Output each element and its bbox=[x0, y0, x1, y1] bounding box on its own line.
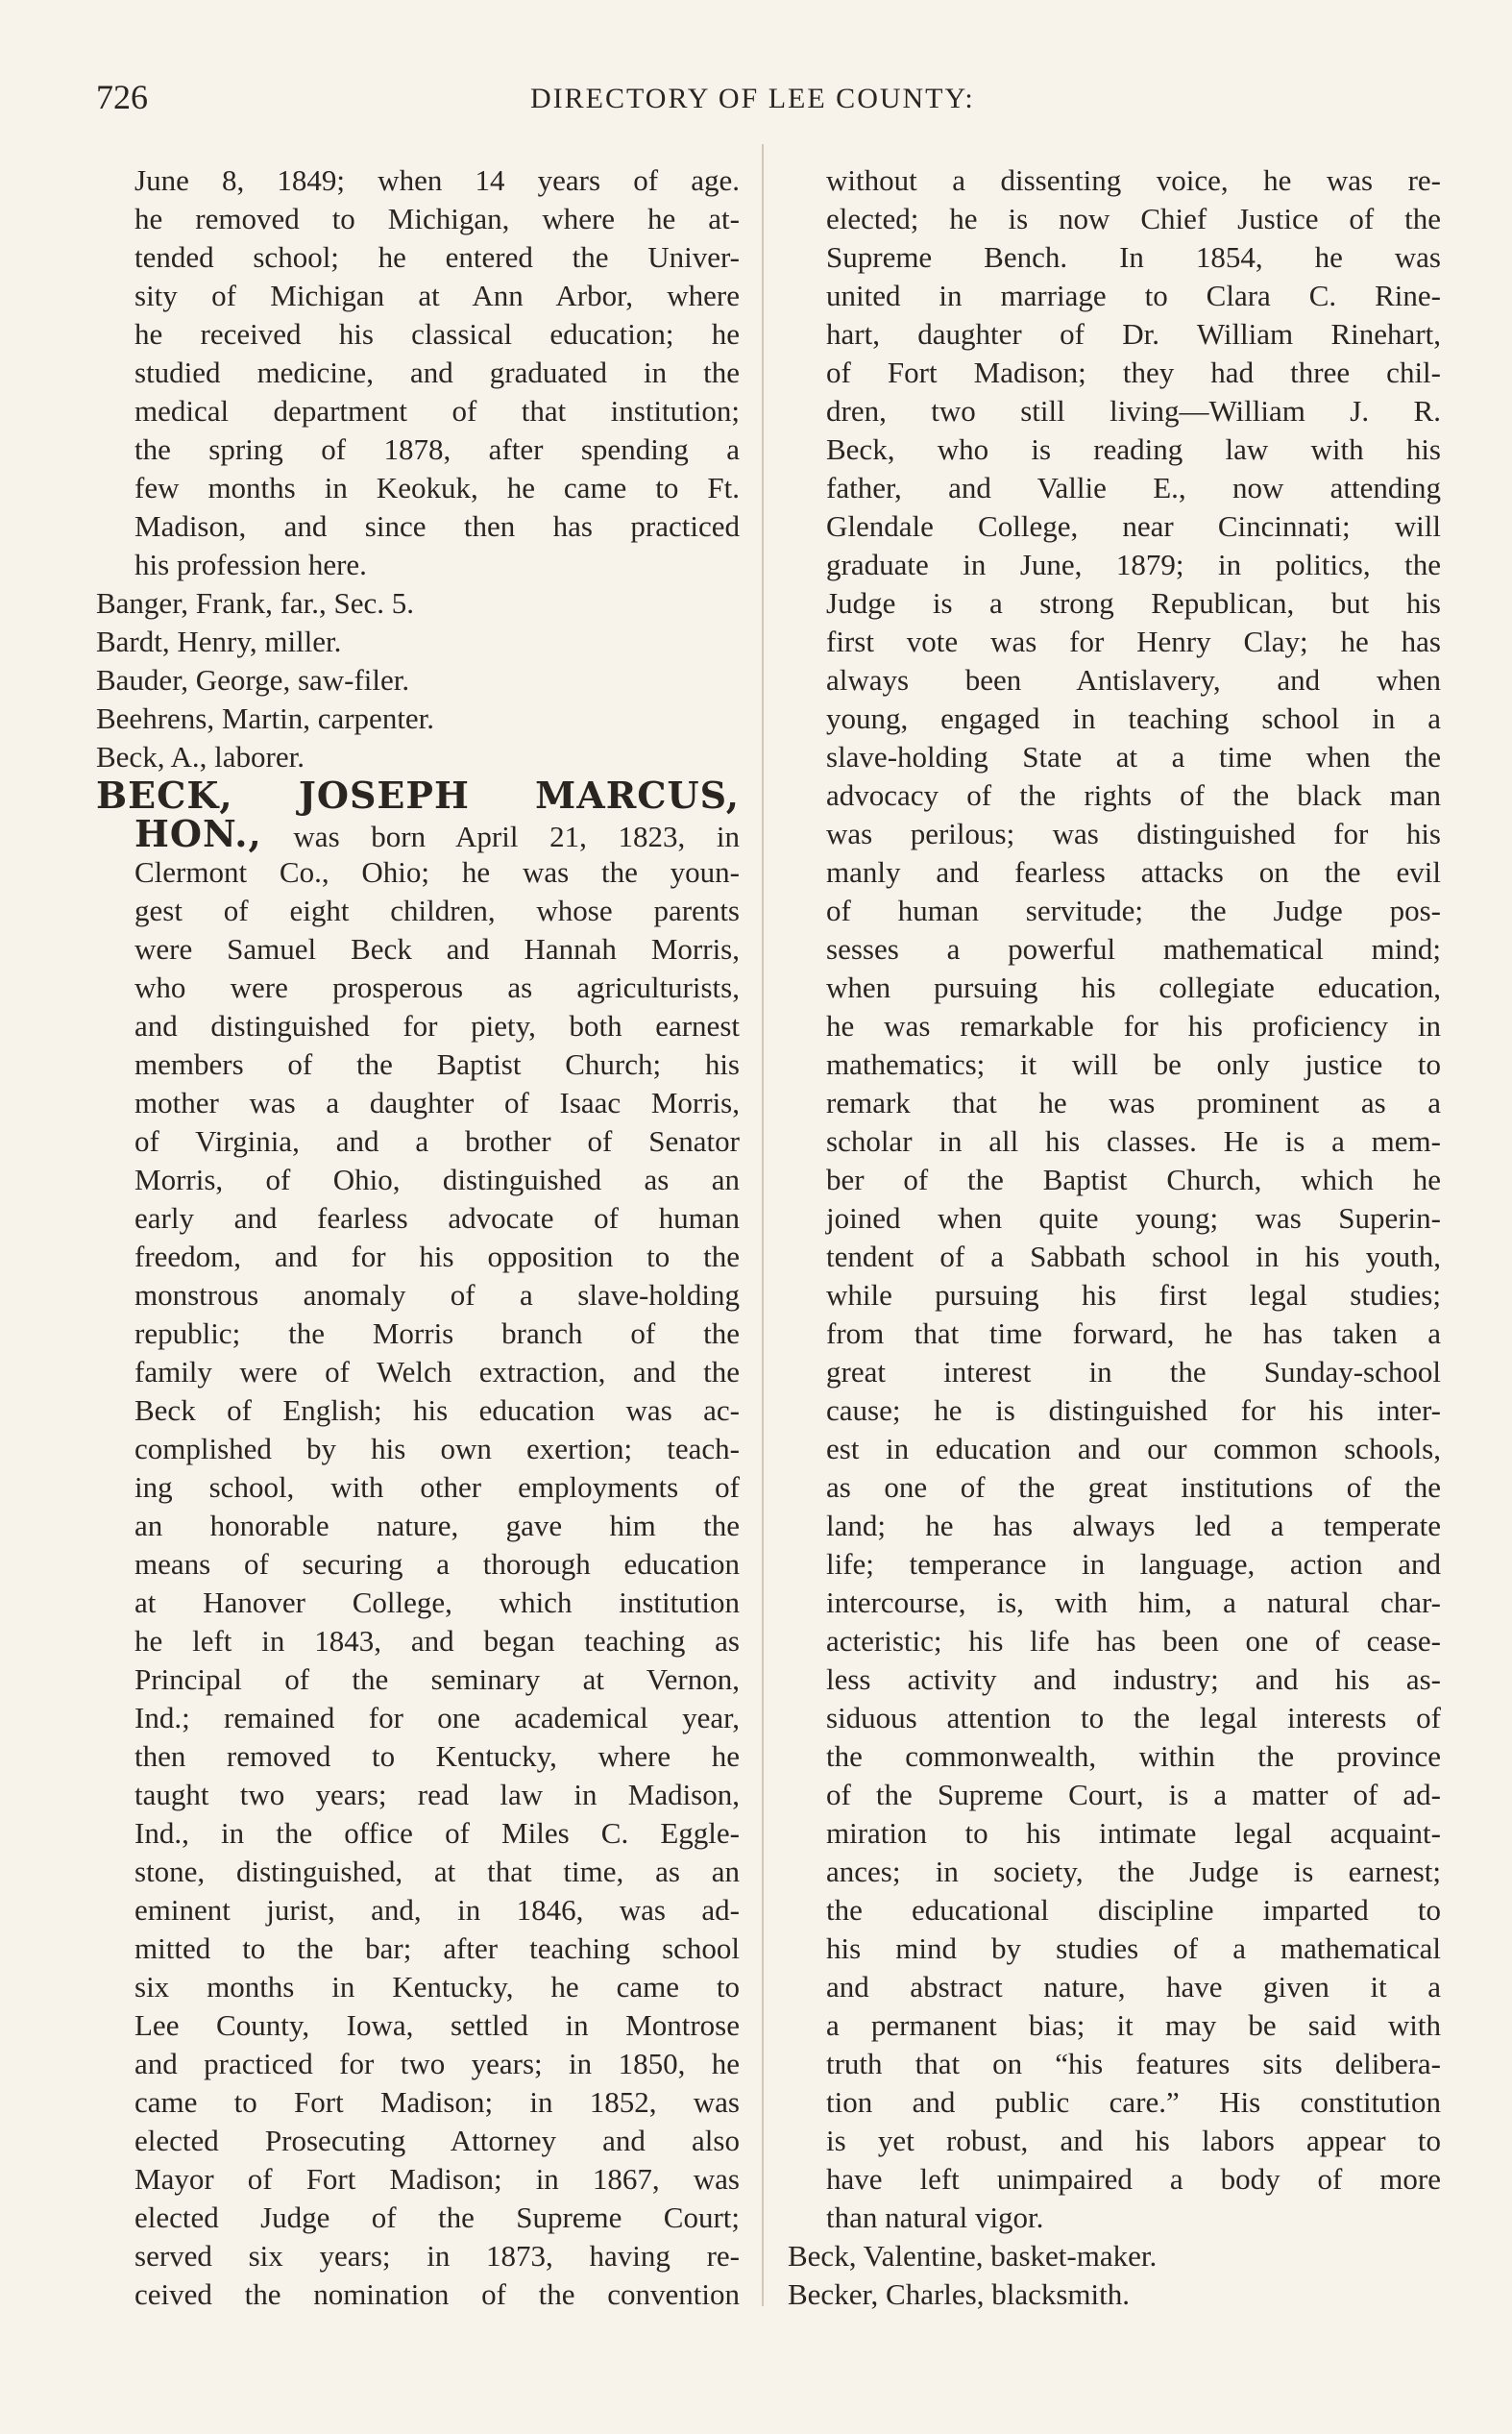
text-line: six months in Kentucky, he came to bbox=[134, 1970, 740, 2004]
directory-entry: Beck, A., laborer. bbox=[96, 740, 305, 774]
directory-entry: Banger, Frank, far., Sec. 5. bbox=[96, 586, 415, 620]
text-line: intercourse, is, with him, a natural char- bbox=[826, 1586, 1441, 1619]
directory-entry: Becker, Charles, blacksmith. bbox=[788, 2277, 1131, 2311]
text-line: Beck, who is reading law with his bbox=[826, 432, 1441, 466]
text-line: miration to his intimate legal acquaint- bbox=[826, 1816, 1441, 1850]
text-line: the commonwealth, within the province bbox=[826, 1739, 1441, 1773]
text-line: acteristic; his life has been one of cease- bbox=[826, 1624, 1441, 1658]
text-line: tendent of a Sabbath school in his youth, bbox=[826, 1240, 1441, 1273]
text-line: est in education and our common schools, bbox=[826, 1432, 1441, 1465]
text-line: June 8, 1849; when 14 years of age. bbox=[134, 163, 740, 197]
text-line: ber of the Baptist Church, which he bbox=[826, 1163, 1441, 1196]
column-divider bbox=[762, 144, 764, 2306]
text-line: ances; in society, the Judge is earnest; bbox=[826, 1855, 1441, 1888]
text-line: young, engaged in teaching school in a bbox=[826, 701, 1441, 735]
text-line: members of the Baptist Church; his bbox=[134, 1047, 740, 1081]
text-line: hart, daughter of Dr. William Rinehart, bbox=[826, 317, 1441, 351]
running-title: DIRECTORY OF LEE COUNTY: bbox=[530, 83, 975, 114]
text-line: while pursuing his first legal studies; bbox=[826, 1278, 1441, 1312]
text-line: Morris, of Ohio, distinguished as an bbox=[134, 1163, 740, 1196]
text-line: remark that he was prominent as a bbox=[826, 1086, 1441, 1119]
text-line: early and fearless advocate of human bbox=[134, 1201, 740, 1235]
text-line: of Virginia, and a brother of Senator bbox=[134, 1124, 740, 1158]
text-line: as one of the great institutions of the bbox=[826, 1470, 1441, 1504]
text-line: Judge is a strong Republican, but his bbox=[826, 586, 1441, 620]
page-header bbox=[96, 77, 1431, 125]
text-line: Clermont Co., Ohio; he was the youn- bbox=[134, 855, 740, 889]
text-line: came to Fort Madison; in 1852, was bbox=[134, 2085, 740, 2119]
text-line: joined when quite young; was Superin- bbox=[826, 1201, 1441, 1235]
text-line: was born April 21, 1823, in bbox=[293, 820, 740, 853]
text-line: mitted to the bar; after teaching school bbox=[134, 1931, 740, 1965]
text-line: manly and fearless attacks on the evil bbox=[826, 855, 1441, 889]
text-line: an honorable nature, gave him the bbox=[134, 1509, 740, 1542]
text-line: his mind by studies of a mathematical bbox=[826, 1931, 1441, 1965]
text-line: less activity and industry; and his as- bbox=[826, 1662, 1441, 1696]
text-line: graduate in June, 1879; in politics, the bbox=[826, 548, 1441, 581]
text-line: complished by his own exertion; teach- bbox=[134, 1432, 740, 1465]
text-line: and practiced for two years; in 1850, he bbox=[134, 2047, 740, 2080]
text-line: sity of Michigan at Ann Arbor, where bbox=[134, 279, 740, 312]
text-line: mother was a daughter of Isaac Morris, bbox=[134, 1086, 740, 1119]
text-line: gest of eight children, whose parents bbox=[134, 894, 740, 927]
text-line: united in marriage to Clara C. Rine- bbox=[826, 279, 1441, 312]
text-line: few months in Keokuk, he came to Ft. bbox=[134, 471, 740, 504]
text-line: freedom, and for his opposition to the bbox=[134, 1240, 740, 1273]
text-line: than natural vigor. bbox=[826, 2200, 1044, 2234]
biography-first-line bbox=[96, 812, 740, 855]
text-line: land; he has always led a temperate bbox=[826, 1509, 1441, 1542]
text-line: ceived the nomination of the convention bbox=[134, 2277, 740, 2311]
text-line: elected; he is now Chief Justice of the bbox=[826, 202, 1441, 235]
text-line: Beck of English; his education was ac- bbox=[134, 1393, 740, 1427]
text-line: family were of Welch extraction, and the bbox=[134, 1355, 740, 1389]
text-line: at Hanover College, which institution bbox=[134, 1586, 740, 1619]
text-line: elected Prosecuting Attorney and also bbox=[134, 2124, 740, 2157]
text-line: cause; he is distinguished for his inter- bbox=[826, 1393, 1441, 1427]
text-line: eminent jurist, and, in 1846, was ad- bbox=[134, 1893, 740, 1927]
text-line: elected Judge of the Supreme Court; bbox=[134, 2200, 740, 2234]
text-line: taught two years; read law in Madison, bbox=[134, 1778, 740, 1811]
text-line: slave-holding State at a time when the bbox=[826, 740, 1441, 774]
text-line: were Samuel Beck and Hannah Morris, bbox=[134, 932, 740, 966]
left-column bbox=[96, 161, 740, 2314]
text-line: advocacy of the rights of the black man bbox=[826, 778, 1441, 812]
directory-entry: Bardt, Henry, miller. bbox=[96, 625, 342, 658]
text-line: scholar in all his classes. He is a mem- bbox=[826, 1124, 1441, 1158]
text-line: great interest in the Sunday-school bbox=[826, 1355, 1441, 1389]
text-line: mathematics; it will be only justice to bbox=[826, 1047, 1441, 1081]
text-line: life; temperance in language, action and bbox=[826, 1547, 1441, 1581]
text-line: the spring of 1878, after spending a bbox=[134, 432, 740, 466]
text-line: Mayor of Fort Madison; in 1867, was bbox=[134, 2162, 740, 2196]
directory-entry: Beck, Valentine, basket-maker. bbox=[788, 2239, 1158, 2273]
text-line: of Fort Madison; they had three chil- bbox=[826, 356, 1441, 389]
text-line: Supreme Bench. In 1854, he was bbox=[826, 240, 1441, 274]
text-line: Ind.; remained for one academical year, bbox=[134, 1701, 740, 1734]
text-line: Ind., in the office of Miles C. Eggle- bbox=[134, 1816, 740, 1850]
directory-entry: Beehrens, Martin, carpenter. bbox=[96, 701, 435, 735]
text-line: means of securing a thorough education bbox=[134, 1547, 740, 1581]
biography-title: HON., bbox=[134, 812, 262, 855]
text-line: is yet robust, and his labors appear to bbox=[826, 2124, 1441, 2157]
text-line: who were prosperous as agriculturists, bbox=[134, 971, 740, 1004]
text-line: ing school, with other employments of bbox=[134, 1470, 740, 1504]
text-line: he removed to Michigan, where he at- bbox=[134, 202, 740, 235]
text-line: Lee County, Iowa, settled in Montrose bbox=[134, 2008, 740, 2042]
text-line: republic; the Morris branch of the bbox=[134, 1316, 740, 1350]
text-line: medical department of that institution; bbox=[134, 394, 740, 428]
right-column bbox=[788, 161, 1441, 2314]
text-line: studied medicine, and graduated in the bbox=[134, 356, 740, 389]
text-line: he received his classical education; he bbox=[134, 317, 740, 351]
text-line: from that time forward, he has taken a bbox=[826, 1316, 1441, 1350]
text-line: without a dissenting voice, he was re- bbox=[826, 163, 1441, 197]
text-line: of the Supreme Court, is a matter of ad- bbox=[826, 1778, 1441, 1811]
text-line: he was remarkable for his proficiency in bbox=[826, 1009, 1441, 1043]
text-line: his profession here. bbox=[134, 548, 367, 581]
text-line: was perilous; was distinguished for his bbox=[826, 817, 1441, 850]
text-line: then removed to Kentucky, where he bbox=[134, 1739, 740, 1773]
text-line: stone, distinguished, at that time, as an bbox=[134, 1855, 740, 1888]
text-line: father, and Vallie E., now attending bbox=[826, 471, 1441, 504]
text-line: monstrous anomaly of a slave-holding bbox=[134, 1278, 740, 1312]
text-line: always been Antislavery, and when bbox=[826, 663, 1441, 697]
text-line: he left in 1843, and began teaching as bbox=[134, 1624, 740, 1658]
text-line: sesses a powerful mathematical mind; bbox=[826, 932, 1441, 966]
text-line: Madison, and since then has practiced bbox=[134, 509, 740, 543]
text-line: tion and public care.” His constitution bbox=[826, 2085, 1441, 2119]
text-line: and abstract nature, have given it a bbox=[826, 1970, 1441, 2004]
text-line: have left unimpaired a body of more bbox=[826, 2162, 1441, 2196]
text-line: served six years; in 1873, having re- bbox=[134, 2239, 740, 2273]
text-line: the educational discipline imparted to bbox=[826, 1893, 1441, 1927]
text-line: dren, two still living—William J. R. bbox=[826, 394, 1441, 428]
text-line: tended school; he entered the Univer- bbox=[134, 240, 740, 274]
text-line: when pursuing his collegiate education, bbox=[826, 971, 1441, 1004]
directory-entry: Bauder, George, saw-filer. bbox=[96, 663, 410, 697]
text-line: and distinguished for piety, both earnest bbox=[134, 1009, 740, 1043]
text-line: first vote was for Henry Clay; he has bbox=[826, 625, 1441, 658]
text-line: of human servitude; the Judge pos- bbox=[826, 894, 1441, 927]
biography-heading: BECK, JOSEPH MARCUS, bbox=[96, 774, 740, 817]
text-line: a permanent bias; it may be said with bbox=[826, 2008, 1441, 2042]
text-line: truth that on “his features sits delibera- bbox=[826, 2047, 1441, 2080]
text-line: siduous attention to the legal interests of bbox=[826, 1701, 1441, 1734]
page-number: 726 bbox=[96, 78, 148, 116]
text-line: Principal of the seminary at Vernon, bbox=[134, 1662, 740, 1696]
text-line: Glendale College, near Cincinnati; will bbox=[826, 509, 1441, 543]
